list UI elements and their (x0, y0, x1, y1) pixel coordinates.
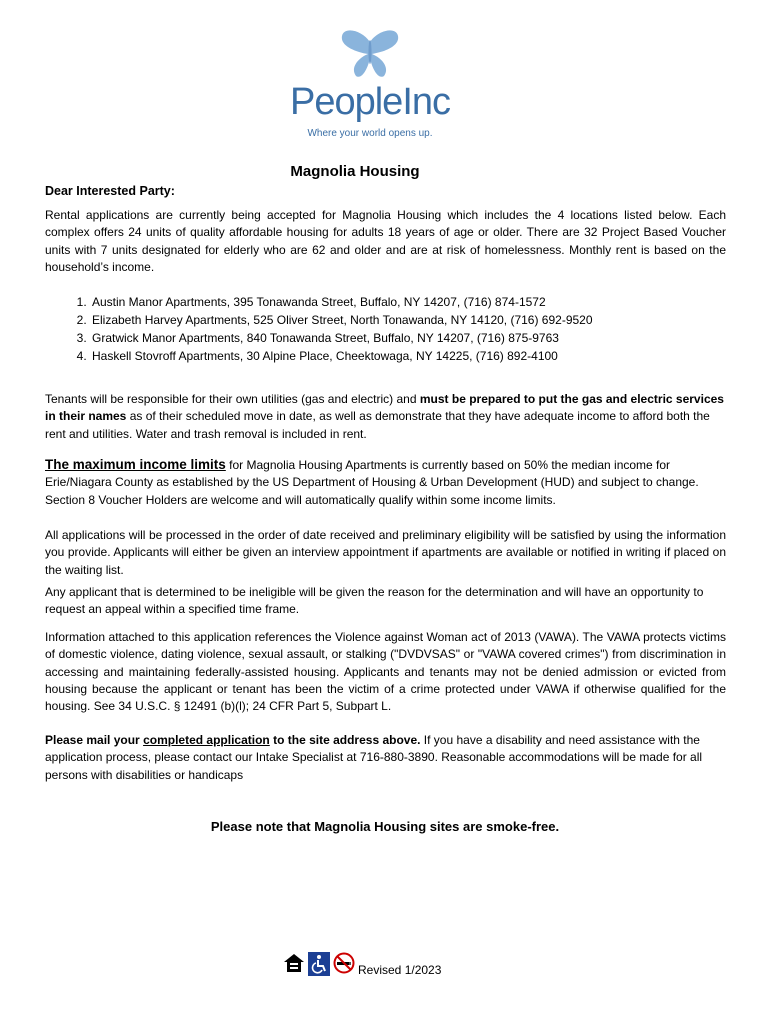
mail-bold-underlined: completed application (143, 733, 270, 747)
list-item: 2. Elizabeth Harvey Apartments, 525 Oliver Street, North Tonawanda, NY 14120, (716) 692-9520 (90, 311, 593, 329)
list-item: 4. Haskell Stovroff Apartments, 30 Alpine Place, Cheektowaga, NY 14225, (716) 892-4100 (90, 347, 593, 365)
mail-paragraph (45, 732, 726, 784)
salutation: Dear Interested Party: (45, 184, 175, 198)
people-inc-logo (270, 28, 470, 150)
vawa-paragraph: Information attached to this application references the Violence against Woman act of 2013 (VAWA). The VAWA protects victims of domestic violence, dating violence, sexual assault, or stalking ("DVDVSAS" or "VAWA covered crimes") from discrimination in accessing and maintaining federally-assisted housing. Applicants and tenants may not be denied admission or evicted from housing because the applicant or tenant has been the victim of a crime protected under VAWA if otherwise qualified for the housing. See 34 U.S.C. § 12491 (b)(l); 24 CFR Part 5, Subpart L. (45, 630, 726, 714)
footer-icons (283, 952, 355, 978)
utilities-emphasis: must be prepared to put the gas and electric services in their names (45, 392, 724, 424)
mail-bold: Please mail your (45, 733, 144, 747)
income-paragraph (45, 456, 705, 509)
site-list (45, 293, 593, 365)
butterfly-icon (338, 28, 402, 80)
intro-paragraph: Rental applications are currently being accepted for Magnolia Housing which includes the 4 locations listed below. Each complex offers 24 units of quality affordable housing for adults 18 years of age or older. There are 32 Project Based Voucher units with 7 units designated for elderly who are 62 and older and are at risk of homelessness. Monthly rent is based on the household’s income. (45, 208, 726, 274)
tagline: Where your world opens up. (307, 128, 433, 139)
utilities-text: Tenants will be responsible for their own utilities (gas and electric) and (45, 392, 420, 406)
mail-bold-end: to the site address above. (269, 733, 421, 747)
mail-text: If you have a disability and need assistance with the application process, please contact our Intake Specialist at 716-880-3890. Reasonable accommodations will be made for all persons with disabilities or handicaps (45, 733, 703, 782)
income-heading: The maximum income limits (45, 457, 226, 472)
utilities-paragraph (45, 391, 726, 443)
revised-date: Revised 1/2023 (358, 963, 442, 977)
no-smoking-icon (333, 952, 355, 974)
brand-name (270, 82, 470, 122)
processing-paragraph: All applications will be processed in the order of date received and preliminary eligibility will be satisfied by using the information you provide. Applicants will either be given an interview appointment if apartments are available or notified in writing if placed on the waiting list. (45, 528, 726, 577)
equal-housing-icon (283, 952, 305, 974)
ineligible-paragraph: Any applicant that is determined to be ineligible will be given the reason for the determination and will have an opportunity to request an appeal within a specified time frame. (45, 585, 704, 617)
smoke-free-notice: Please note that Magnolia Housing sites are smoke-free. (210, 819, 560, 834)
utilities-text-end: as of their scheduled move in date, as well as demonstrate that they have adequate income to afford both the rent and utilities. Water and trash removal is included in rent. (45, 409, 710, 441)
accessibility-icon (308, 952, 330, 976)
page-title: Magnolia Housing (290, 163, 420, 180)
income-text: for Magnolia Housing Apartments is currently based on 50% the median income for Erie/Niagara County as established by the US Department of Housing & Urban Development (HUD) and subject to change. Section 8 Voucher Holders are welcome and will automatically qualify within some income limits. (45, 458, 699, 507)
brand-suffix: Inc (402, 81, 451, 123)
list-item: 3. Gratwick Manor Apartments, 840 Tonawanda Street, Buffalo, NY 14207, (716) 875-9763 (90, 329, 593, 347)
brand-prefix: People (289, 81, 403, 123)
list-item: 1. Austin Manor Apartments, 395 Tonawanda Street, Buffalo, NY 14207, (716) 874-1572 (90, 293, 593, 311)
